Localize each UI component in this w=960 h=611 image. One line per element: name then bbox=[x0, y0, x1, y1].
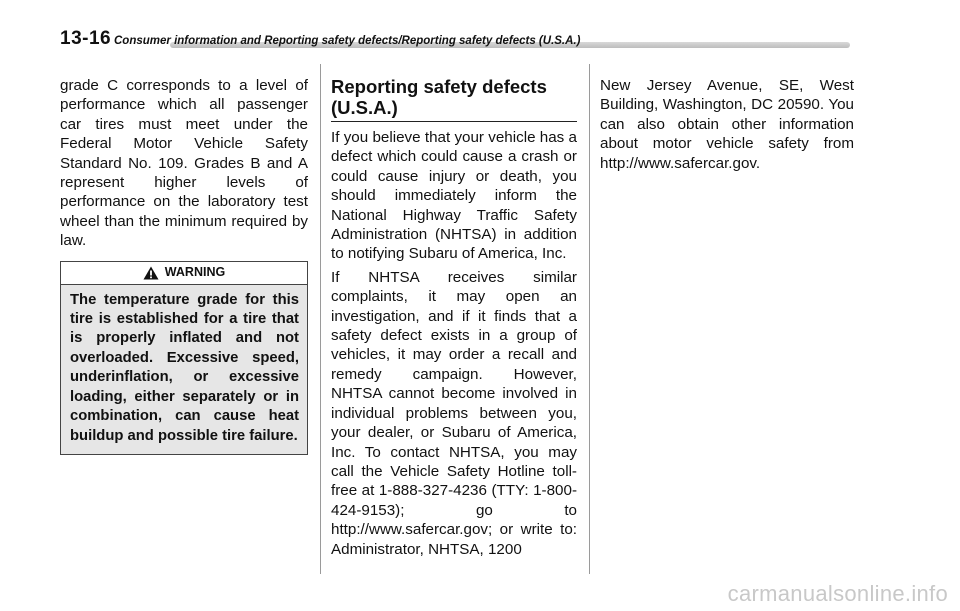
column-right bbox=[600, 76, 854, 177]
column-middle bbox=[331, 76, 577, 563]
warning-label: WARNING bbox=[164, 264, 226, 279]
column-divider bbox=[589, 64, 590, 574]
warning-triangle-icon bbox=[143, 266, 159, 280]
page-number: 13-16 bbox=[60, 28, 112, 49]
warning-header bbox=[61, 262, 307, 285]
column-left bbox=[60, 76, 308, 455]
running-title: Consumer information and Reporting safety defects/Reporting safety defects (U.S.A.) bbox=[114, 35, 581, 47]
warning-box bbox=[60, 261, 308, 455]
page-header bbox=[60, 28, 850, 58]
body-paragraph: If NHTSA receives similar complaints, it may open an investigation, and if it finds that a safety defect exists in a group of vehicles, it may order a recall and remedy campaign. However, NHTSA cannot become involved in individual problems between you, your dealer, or Subaru of America, Inc. To contact NHTSA, you may call the Vehicle Safety Hotline toll-free at 1-888-327-4236 (TTY: 1-800-424-9153); go to http://www.safercar.gov; or write to: Administrator, NHTSA, 1200 bbox=[331, 268, 577, 558]
body-paragraph: New Jersey Avenue, SE, West Building, Washington, DC 20590. You can also obtain other information about motor vehicle safety from http://www.safercar.gov. bbox=[600, 77, 854, 172]
watermark: carmanualsonline.info bbox=[727, 581, 948, 606]
section-title: Reporting safety defects (U.S.A.) bbox=[331, 76, 577, 122]
body-paragraph: grade C corresponds to a level of performance which all passenger car tires must meet under the Federal Motor Vehicle Safety Standard No. 109. Grades B and A represent higher levels of performance on the laboratory test wheel than the minimum required by law. bbox=[60, 77, 308, 250]
warning-text: The temperature grade for this tire is established for a tire that is properly inflated and not overloaded. Excessive speed, underinflation, or excessive loading, either separately or in combination, can cause heat buildup and possible tire failure. bbox=[70, 291, 299, 444]
column-divider bbox=[320, 64, 321, 574]
body-paragraph: If you believe that your vehicle has a defect which could cause a crash or could cause injury or death, you should immediately inform the National Highway Traffic Safety Administration (NHTSA) in addition to notifying Subaru of America, Inc. bbox=[331, 129, 577, 263]
